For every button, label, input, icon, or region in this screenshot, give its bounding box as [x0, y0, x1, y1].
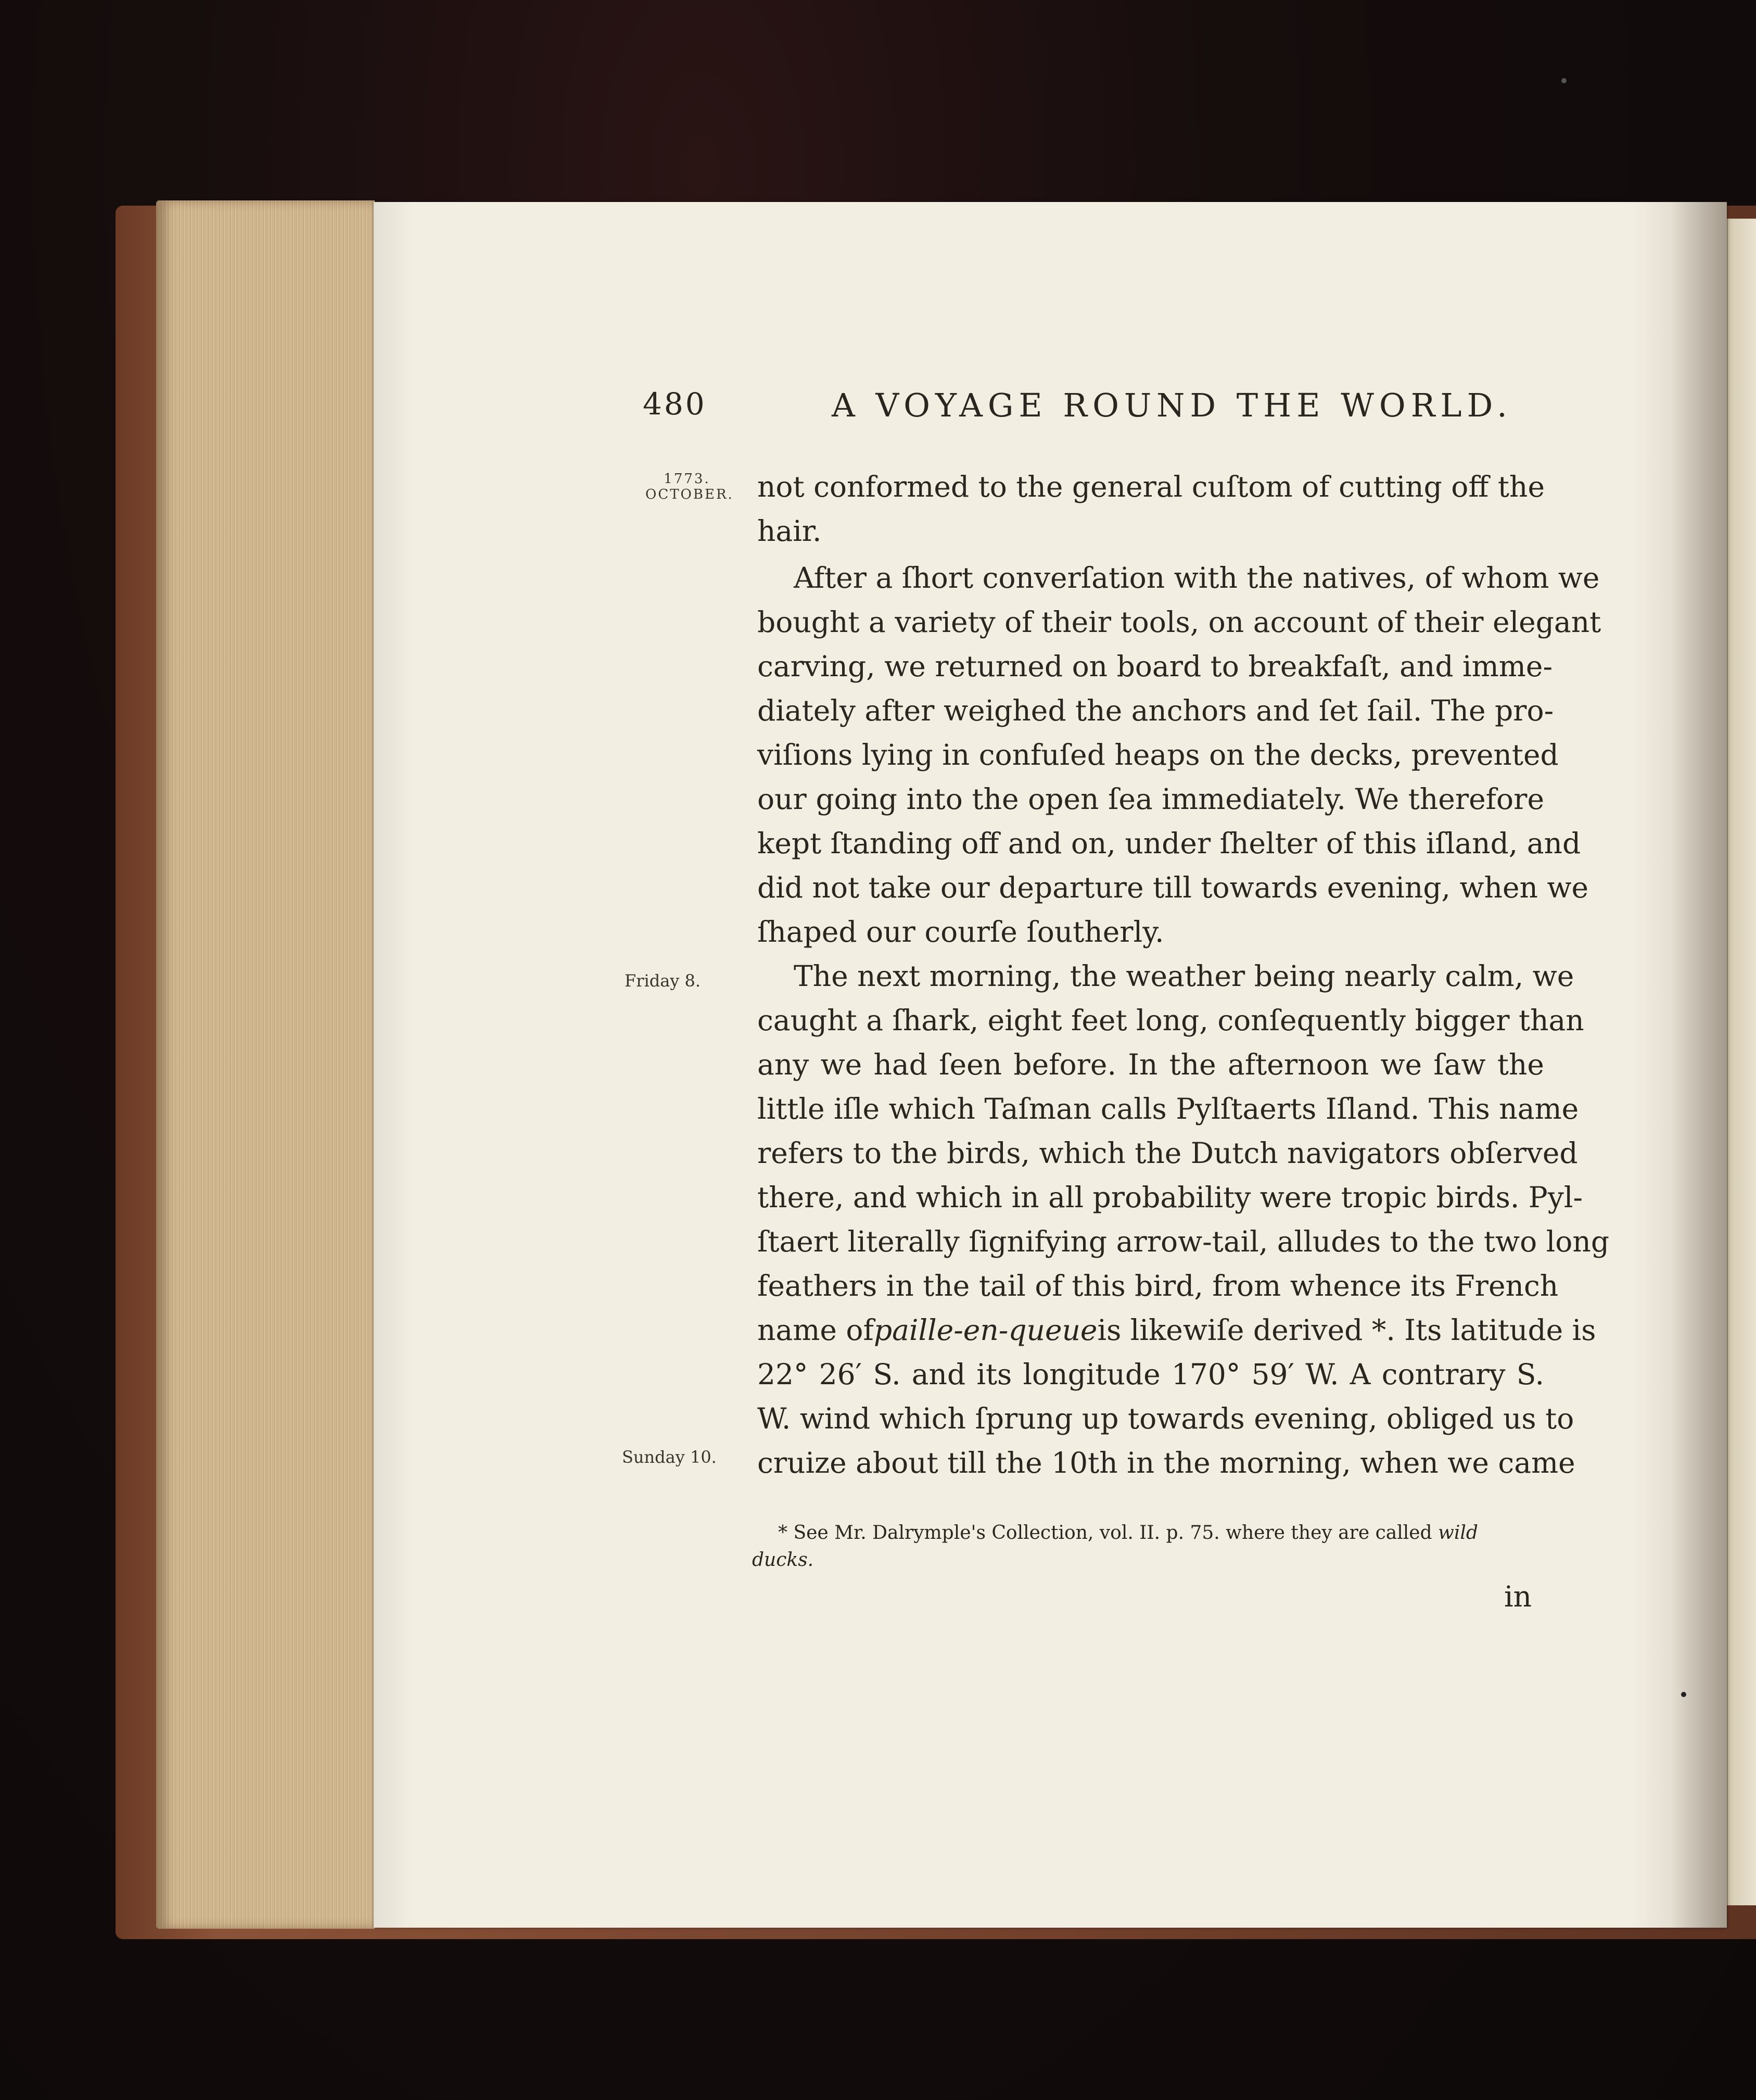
body-line: feathers in the tail of this bird, from whence its French [757, 1269, 1559, 1302]
footnote-line [778, 1520, 1544, 1546]
body-line: kept ſtanding off and on, under ſhelter of this iſland, and [757, 827, 1581, 860]
body-line: little iſle which Taſman calls Pylſtaerts Iſland. This name [757, 1092, 1579, 1125]
footnote-italic: wild [1438, 1522, 1478, 1544]
body-line: carving, we returned on board to breakfaſt, and imme- [757, 650, 1553, 683]
page-edges [156, 200, 375, 1929]
italic-term: paille-en-queue [873, 1313, 1098, 1347]
body-line: cruize about till the 10th in the morning, when we came [757, 1446, 1575, 1479]
body-text: name of [757, 1313, 874, 1347]
body-line: hair. [757, 514, 822, 548]
dust-speck [1561, 78, 1567, 83]
body-line: caught a ſhark, eight feet long, conſequently bigger than [757, 1004, 1584, 1037]
footnote-text: * See Mr. Dalrymple's Collection, vol. II. p. 75. where they are called [778, 1522, 1432, 1544]
margin-date-note [645, 471, 734, 502]
body-line: W. wind which ſprung up towards evening, obliged us to [757, 1402, 1574, 1435]
margin-note-sunday: Sunday 10. [622, 1447, 717, 1467]
body-line: diately after weighed the anchors and ſet ſail. The pro- [757, 694, 1554, 727]
gutter-shadow [1671, 202, 1728, 1928]
body-line: viſions lying in confuſed heaps on the decks, prevented [757, 738, 1559, 771]
body-line: there, and which in all probability were tropic birds. Pyl- [757, 1181, 1583, 1214]
catchword: in [1504, 1580, 1532, 1613]
body-line: refers to the birds, which the Dutch navigators obſerved [757, 1136, 1578, 1170]
body-line: any we had ſeen before. In the afternoon we ſaw the [757, 1048, 1544, 1081]
body-text: is likewiſe derived *. Its latitude is [1097, 1313, 1596, 1347]
body-line: The next morning, the weather being nearly calm, we [794, 959, 1574, 993]
body-line: did not take our departure till towards evening, when we [757, 871, 1589, 904]
dust-speck [1681, 1692, 1686, 1697]
body-line: our going into the open ſea immediately. We therefore [757, 782, 1544, 816]
margin-year: 1773. [664, 471, 710, 487]
running-title: A VOYAGE ROUND THE WORLD. [832, 386, 1512, 424]
body-line: After a ſhort converſation with the natives, of whom we [794, 561, 1600, 594]
body-line: not conformed to the general cuſtom of cutting off the [757, 470, 1545, 503]
body-line: 22° 26′ S. and its longitude 170° 59′ W. A contrary S. [757, 1358, 1544, 1391]
body-line: bought a variety of their tools, on account of their elegant [757, 605, 1601, 639]
page-number: 480 [643, 386, 707, 422]
body-line: ſtaert literally ſignifying arrow-tail, alludes to the two long [757, 1225, 1610, 1258]
margin-month: OCTOBER. [645, 487, 734, 502]
body-line-mixed [757, 1309, 1596, 1351]
footnote-continuation: ducks. [752, 1549, 814, 1571]
margin-note-friday: Friday 8. [625, 971, 701, 991]
body-line: ſhaped our courſe ſoutherly. [757, 915, 1164, 948]
